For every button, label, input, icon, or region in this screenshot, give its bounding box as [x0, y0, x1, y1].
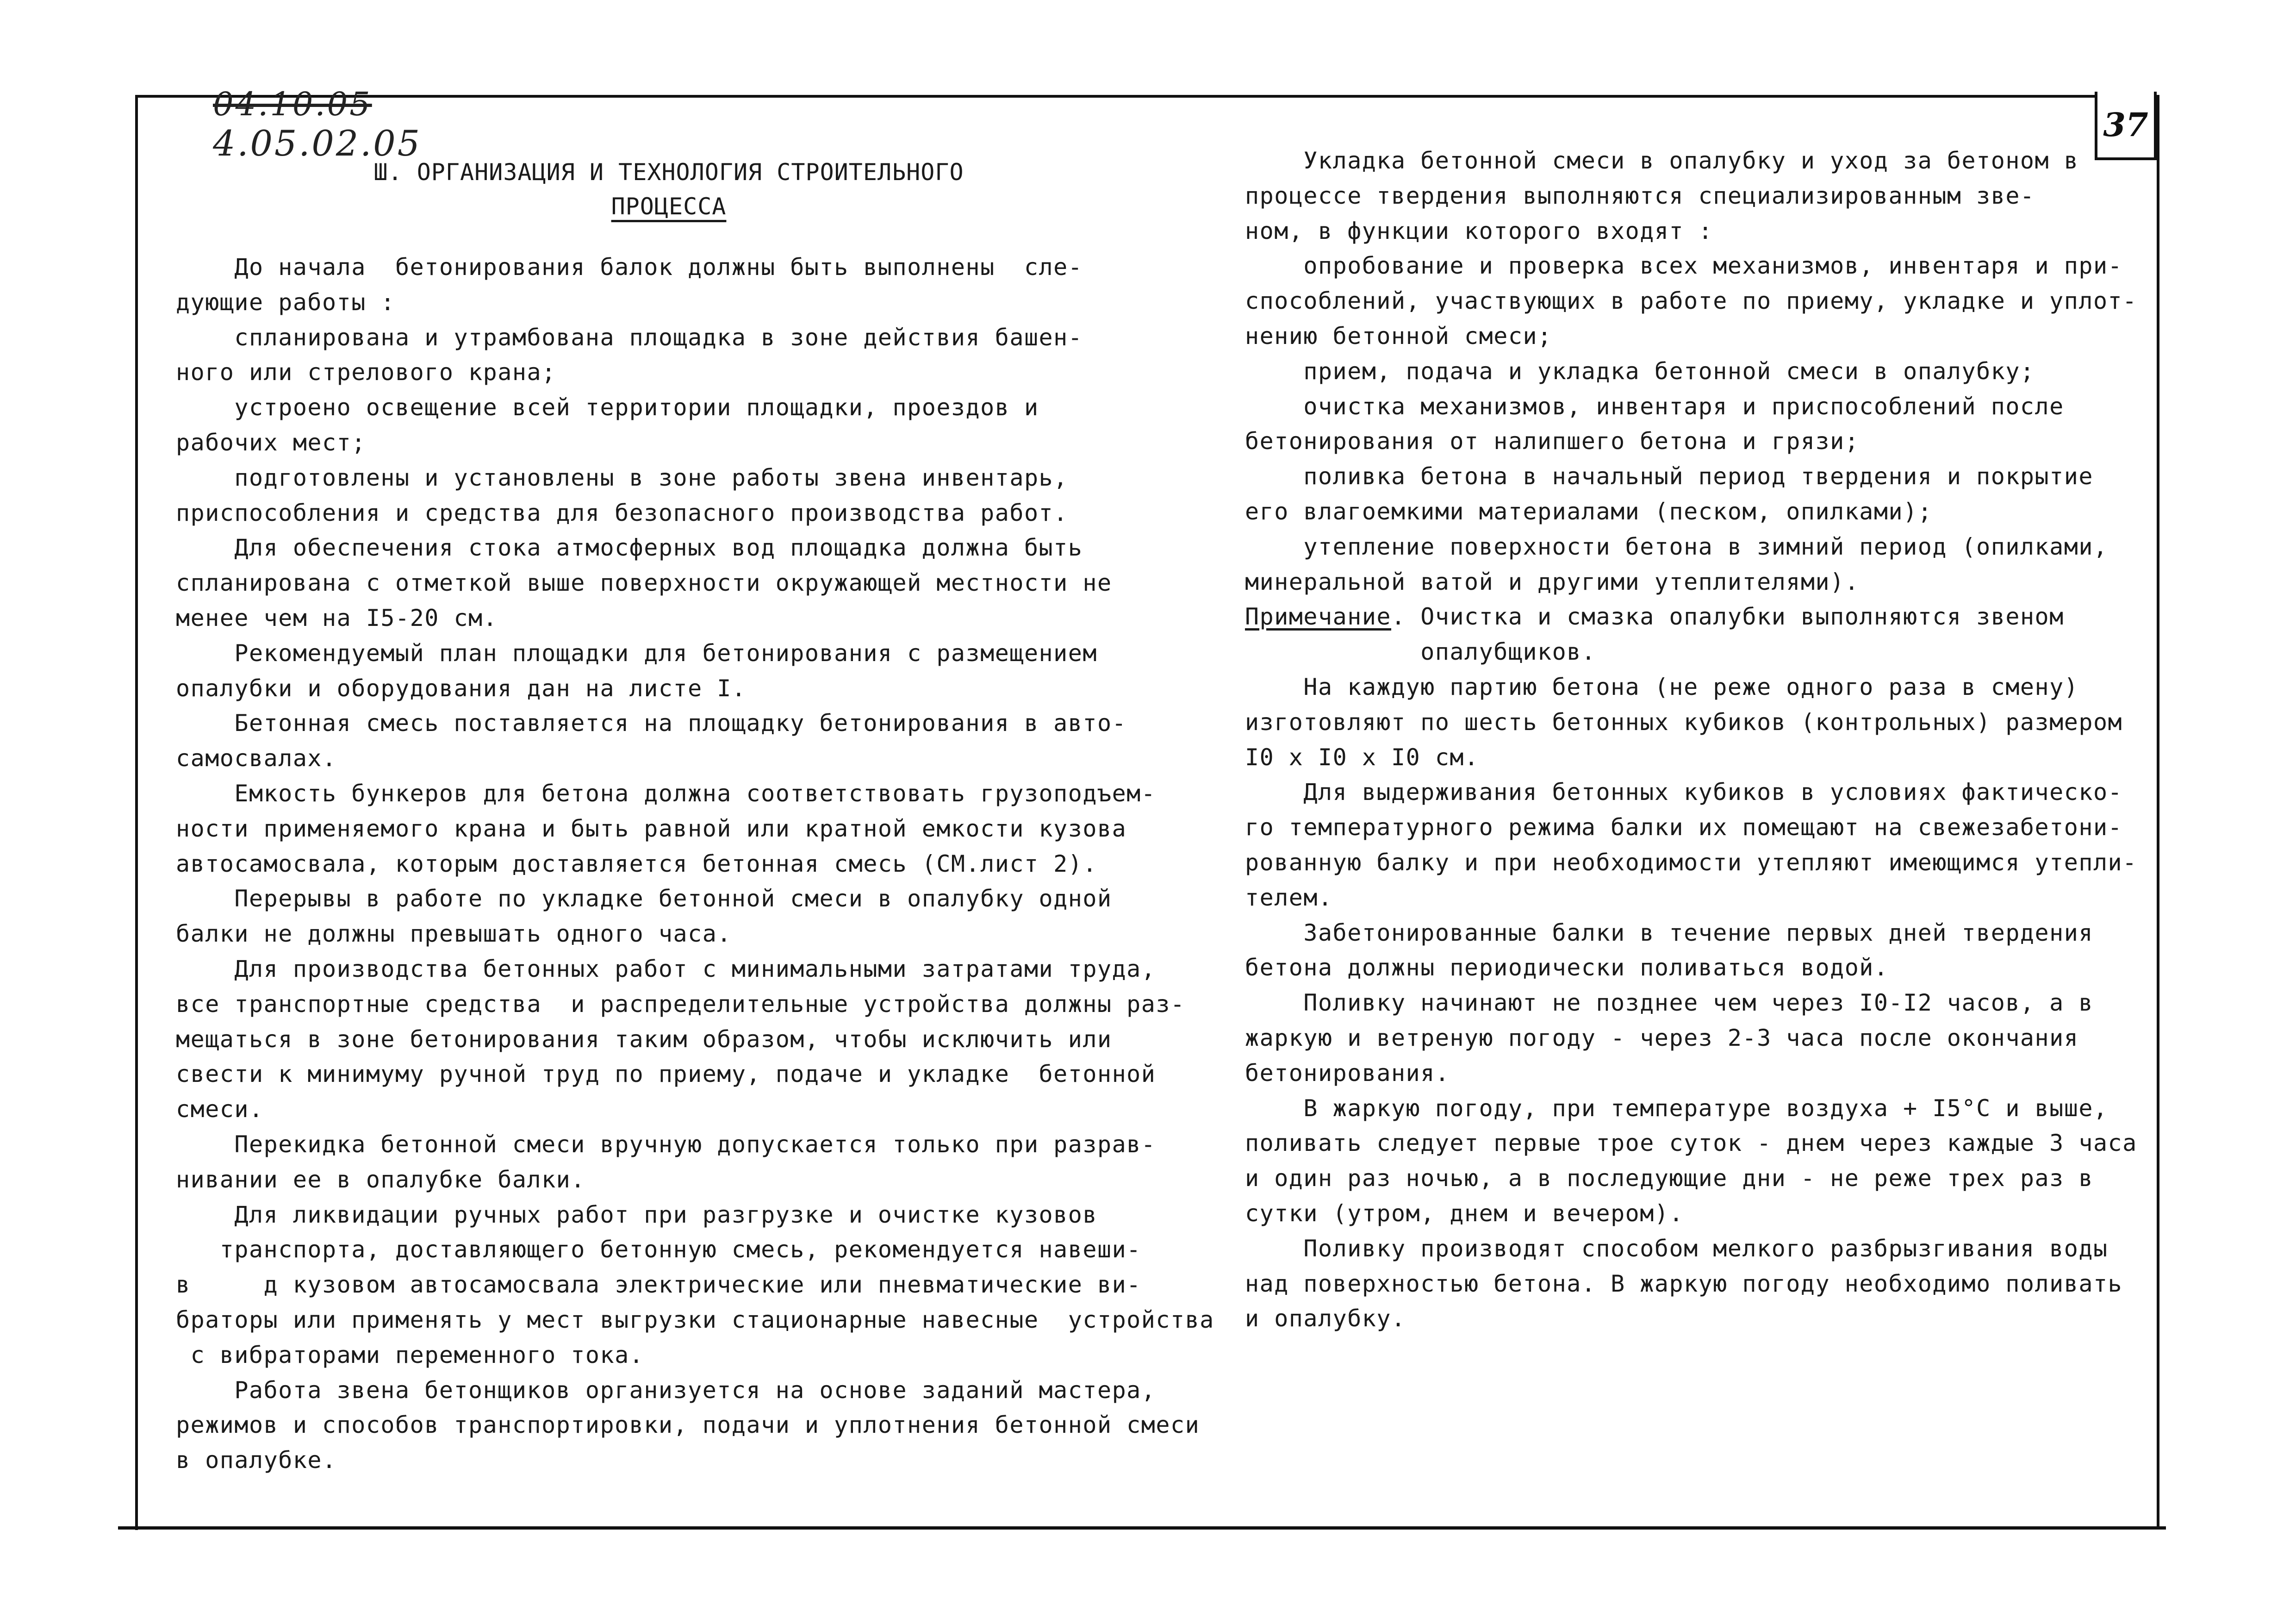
text-line: Работа звена бетонщиков организуется на основе заданий мастера, [176, 1376, 1156, 1404]
text-line: над поверхностью бетона. В жаркую погоду необходимо поливать [1245, 1270, 2123, 1297]
text-line: Перекидка бетонной смеси вручную допускается только при разрав- [176, 1131, 1156, 1158]
text-line: опалубки и оборудования дан на листе I. [176, 675, 747, 702]
text-line: сутки (утром, днем и вечером). [1245, 1199, 1684, 1227]
text-line: нению бетонной смеси; [1245, 322, 1552, 350]
text-line: изготовляют по шесть бетонных кубиков (контрольных) размером [1245, 708, 2123, 736]
text-line: утепление поверхности бетона в зимний период (опилками, [1245, 533, 2108, 560]
text-line: поливать следует первые трое суток - днем через каждые 3 часа [1245, 1130, 2137, 1157]
document-codes [213, 85, 422, 164]
document-code-old: 04.10.05 [213, 85, 372, 123]
left-text-column [176, 250, 1236, 1478]
section-title [333, 155, 1004, 224]
right-text-column [1245, 144, 2138, 1337]
text-line: опалубщиков. [1245, 638, 1596, 666]
text-line: телем. [1245, 884, 1333, 911]
text-line: мещаться в зоне бетонирования таким образом, чтобы исключить или [176, 1025, 1112, 1053]
text-line: способлений, участвующих в работе по приему, укладке и уплот- [1245, 287, 2137, 315]
text-line: ном, в функции которого входят : [1245, 217, 1713, 244]
frame-bottom-border [118, 1526, 2166, 1530]
text-line: подготовлены и установлены в зоне работы звена инвентарь, [176, 464, 1068, 491]
text-line: опробование и проверка всех механизмов, инвентаря и при- [1245, 252, 2123, 280]
section-title-line-2: ПРОЦЕССА [611, 193, 727, 220]
text-line: рованную балку и при необходимости утепляют имеющимся утепли- [1245, 849, 2137, 876]
text-line: браторы или применять у мест выгрузки стационарные навесные устройства [176, 1306, 1214, 1333]
text-line: На каждую партию бетона (не реже одного раза в смену) [1245, 673, 2079, 700]
text-line: устроено освещение всей территории площадки, проездов и [176, 394, 1039, 421]
text-line: Примечание. Очистка и смазка опалубки выполняются звеном [1245, 603, 2064, 631]
text-line: го температурного режима балки их помещают на свежезабетони- [1245, 814, 2123, 841]
note-label: Примечание [1245, 603, 1392, 631]
text-line: процессе твердения выполняются специализированным зве- [1245, 182, 2035, 209]
text-line: в д кузовом автосамосвала электрические или пневматические ви- [176, 1271, 1141, 1299]
text-line: спланирована с отметкой выше поверхности окружающей местности не [176, 569, 1112, 597]
text-line: дующие работы : [176, 288, 396, 316]
text-line: Бетонная смесь поставляется на площадку бетонирования в авто- [176, 710, 1127, 737]
text-line: Для выдерживания бетонных кубиков в условиях фактическо- [1245, 779, 2123, 806]
frame-right-border [2157, 95, 2159, 1529]
text-line: режимов и способов транспортировки, подачи и уплотнения бетонной смеси [176, 1412, 1200, 1439]
text-line: минеральной ватой и другими утеплителями). [1245, 568, 1860, 595]
text-line: спланирована и утрамбована площадка в зоне действия башен- [176, 324, 1083, 351]
text-line: нивании ее в опалубке балки. [176, 1166, 585, 1193]
text-line: с вибраторами переменного тока. [176, 1341, 644, 1368]
text-line: очистка механизмов, инвентаря и приспособлений после [1245, 393, 2064, 420]
text-line: Для производства бетонных работ с минимальными затратами труда, [176, 955, 1156, 982]
text-line: Емкость бункеров для бетона должна соответствовать грузоподъем- [176, 780, 1156, 807]
text-line: свести к минимуму ручной труд по приему, подаче и укладке бетонной [176, 1061, 1156, 1088]
text-line: приспособления и средства для безопасного производства работ. [176, 499, 1068, 526]
text-line: I0 x I0 x I0 см. [1245, 743, 1479, 771]
text-line: бетона должны периодически поливаться водой. [1245, 954, 1889, 981]
text-line: Рекомендуемый план площадки для бетонирования с размещением [176, 639, 1097, 667]
text-line: автосамосвала, которым доставляется бетонная смесь (СМ.лист 2). [176, 850, 1097, 877]
text-line: Забетонированные балки в течение первых дней твердения [1245, 919, 2093, 946]
text-line: рабочих мест; [176, 429, 366, 456]
section-title-line-1: Ш. ОРГАНИЗАЦИЯ И ТЕХНОЛОГИЯ СТРОИТЕЛЬНОГО [373, 159, 964, 186]
text-line: Укладка бетонной смеси в опалубку и уход за бетоном в [1245, 147, 2079, 174]
text-line: Для обеспечения стока атмосферных вод площадка должна быть [176, 534, 1083, 562]
frame-top-border [137, 95, 2159, 98]
text-line: и один раз ночью, а в последующие дни - не реже трех раз в [1245, 1165, 2093, 1192]
text-line: ного или стрелового крана; [176, 359, 556, 386]
text-line: его влагоемкими материалами (песком, опилками); [1245, 498, 1933, 525]
text-line: ности применяемого крана и быть равной или кратной емкости кузова [176, 815, 1127, 842]
text-line: бетонирования. [1245, 1059, 1450, 1087]
text-line: бетонирования от налипшего бетона и грязи; [1245, 428, 1860, 455]
text-line: Перерывы в работе по укладке бетонной смеси в опалубку одной [176, 885, 1112, 912]
text-line: смеси. [176, 1096, 264, 1123]
text-line: и опалубку. [1245, 1305, 1406, 1332]
text-line: транспорта, доставляющего бетонную смесь, рекомендуется навеши- [176, 1236, 1141, 1263]
text-line: поливка бетона в начальный период твердения и покрытие [1245, 463, 2093, 490]
text-line: менее чем на I5-20 см. [176, 604, 498, 631]
text-line: В жаркую погоду, при температуре воздуха + I5°С и выше, [1245, 1094, 2108, 1122]
frame-left-border [135, 95, 138, 1530]
text-line: самосвалах. [176, 745, 337, 772]
text-line: жаркую и ветреную погоду - через 2-3 часа после окончания [1245, 1024, 2079, 1051]
document-code: 4.05.02.05 [213, 123, 422, 164]
text-line: Поливку начинают не позднее чем через I0-I2 часов, а в [1245, 989, 2093, 1017]
text-line: прием, подача и укладка бетонной смеси в опалубку; [1245, 357, 2035, 385]
text-line: в опалубке. [176, 1447, 337, 1474]
text-line: Для ликвидации ручных работ при разгрузке и очистке кузовов [176, 1201, 1097, 1228]
text-line: все транспортные средства и распределительные устройства должны раз- [176, 990, 1185, 1018]
text-line: Поливку производят способом мелкого разбрызгивания воды [1245, 1235, 2108, 1262]
text-line: До начала бетонирования балок должны быть выполнены сле- [176, 254, 1083, 281]
sheet-number: 37 [2095, 92, 2157, 160]
text-line: балки не должны превышать одного часа. [176, 920, 732, 948]
